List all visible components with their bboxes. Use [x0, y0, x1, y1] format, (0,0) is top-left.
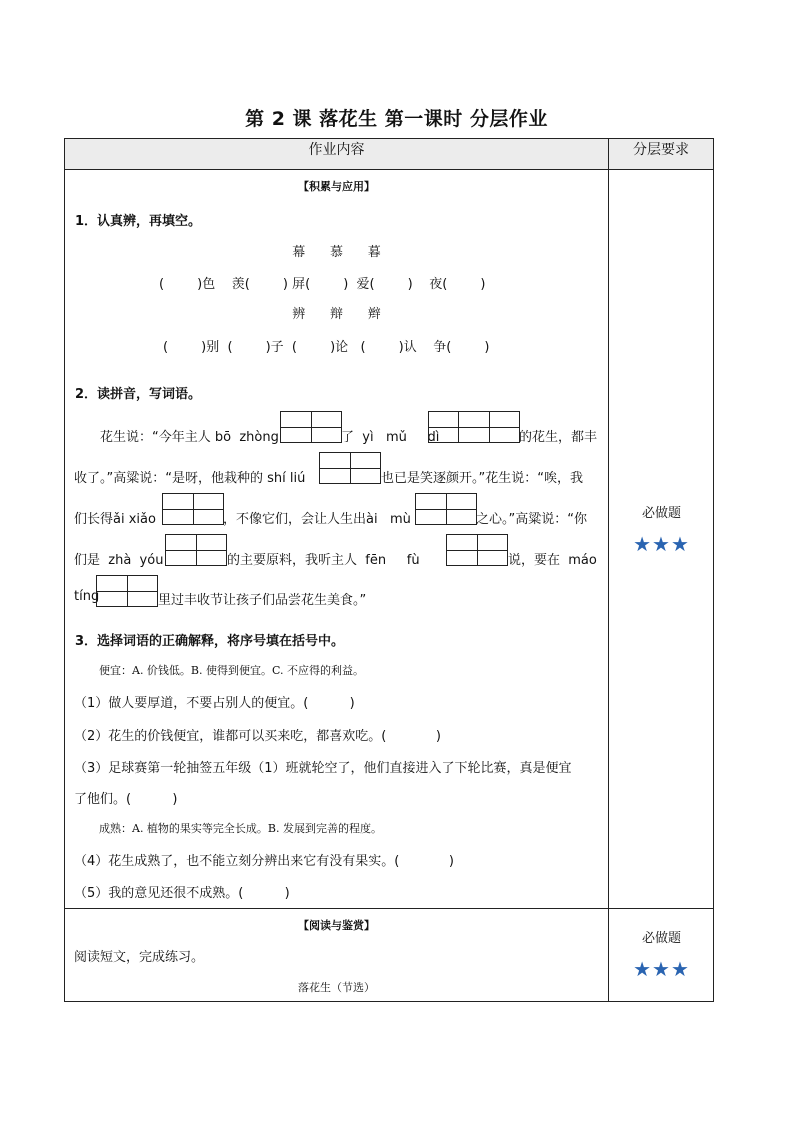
q3-sentence-4: （4）花生成熟了，也不能立刻分辨出来它有没有果实。( )	[74, 854, 455, 869]
q2-line4-a: 们是 zhà yóu	[74, 553, 164, 568]
answer-grid-yimudi[interactable]	[428, 411, 520, 443]
q3-definition-chengshu: 成熟：A. 植物的果实等完全长成。B. 发展到完善的程度。	[99, 822, 383, 835]
q3-title: 3．选择词语的正确解释，将序号填在括号中。	[75, 634, 345, 649]
q2-line5-b: 里过丰收节让孩子们品尝花生美食。”	[158, 593, 367, 608]
q2-line4-c: 说，要在 máo	[508, 553, 597, 568]
q3-sentence-3a: （3）足球赛第一轮抽签五年级（1）班就轮空了，他们直接进入了下轮比赛，真是便宜	[74, 761, 572, 776]
page-title: 第 2 课 落花生 第一课时 分层作业	[245, 108, 548, 130]
q2-title: 2．读拼音，写词语。	[75, 387, 202, 402]
answer-grid-maoting[interactable]	[96, 575, 158, 607]
section2-requirement	[609, 909, 714, 1002]
requirement-label: 必做题	[641, 506, 681, 521]
section1-content	[65, 170, 609, 909]
q3-sentence-3b: 了他们。( )	[74, 792, 178, 807]
homework-table	[64, 138, 714, 1002]
header-content: 作业内容	[65, 139, 609, 170]
q2-line3-c: 之心。”高粱说：“你	[476, 512, 587, 527]
star-rating: ★★★	[633, 532, 690, 556]
section2-intro: 阅读短文，完成练习。	[74, 950, 205, 965]
q1-title: 1．认真辨，再填空。	[75, 214, 202, 229]
answer-grid-bozhong[interactable]	[280, 411, 342, 443]
section1-heading: 【积累与应用】	[298, 180, 375, 193]
q3-sentence-1: （1）做人要厚道，不要占别人的便宜。( )	[74, 696, 355, 711]
q3-definition-bianyi: 便宜：A. 价钱低。B. 使得到便宜。C. 不应得的利益。	[99, 664, 365, 677]
requirement-label: 必做题	[641, 931, 681, 946]
answer-grid-zhayou[interactable]	[165, 534, 227, 566]
answer-grid-aixiao[interactable]	[162, 493, 224, 525]
answer-grid-aimu[interactable]	[415, 493, 477, 525]
q2-line1-c: 的花生，都丰	[519, 430, 598, 445]
q2-line3-a: 们长得ǎi xiǎo	[74, 512, 156, 527]
q2-line1-b: 了 yì mǔ dì	[341, 430, 440, 445]
passage-title: 落花生（节选）	[298, 981, 375, 994]
q1-blanks-row1: ( )色 羡( ) 屏( ) 爱( ) 夜( )	[159, 277, 486, 292]
q2-line2-a: 收了。”高粱说：“是呀，他栽种的 shí liú	[74, 471, 306, 486]
answer-grid-shiliu[interactable]	[319, 452, 381, 484]
q1-chars-row1: 幕 慕 暮	[292, 245, 381, 260]
q1-chars-row2: 辨 辩 辫	[292, 307, 381, 322]
star-rating: ★★★	[633, 957, 690, 981]
section2-heading: 【阅读与鉴赏】	[298, 919, 375, 932]
q2-line2-b: 也已是笑逐颜开。”花生说：“唉，我	[381, 471, 583, 486]
section2-content	[65, 909, 609, 1002]
q2-line3-b: ，不像它们，会让人生出ài mù	[223, 512, 411, 527]
answer-grid-fenfu[interactable]	[446, 534, 508, 566]
q3-sentence-5: （5）我的意见还很不成熟。( )	[74, 886, 290, 901]
q3-sentence-2: （2）花生的价钱便宜，谁都可以买来吃，都喜欢吃。( )	[74, 729, 442, 744]
q2-line4-b: 的主要原料，我听主人 fēn fù	[227, 553, 420, 568]
q1-blanks-row2: ( )别 ( )子 ( )论 ( )认 争( )	[163, 340, 490, 355]
q2-line1-a: 花生说：“今年主人 bō zhòng	[100, 430, 279, 445]
q2-line5-a: tíng	[74, 589, 100, 604]
section1-requirement	[609, 170, 714, 909]
header-requirement: 分层要求	[609, 139, 714, 170]
